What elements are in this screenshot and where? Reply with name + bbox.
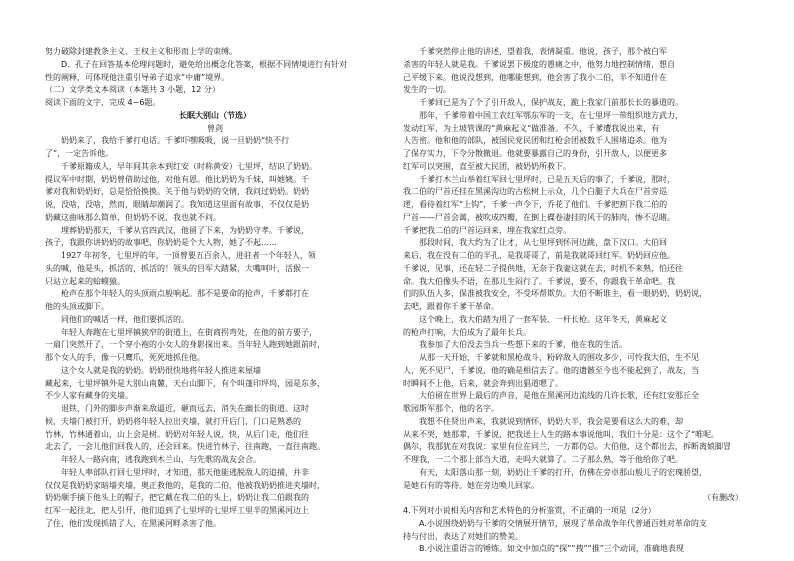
- story-line: 命。我大伯像头不语，在那儿生闷行了。千爹说，要不，你跟我干革命吧。我: [403, 276, 675, 286]
- story-line: 了住，他们发现抓错了人，在黑溪河畔杀害了他。: [45, 518, 221, 528]
- story-author: 曾剑: [207, 123, 223, 133]
- question-line: A.小说围绕奶奶与干爹的交情展开情节，展现了革命战争年代普通百姓对革命的支: [403, 518, 707, 528]
- story-line: 奶藏这曲咏那么简单，但奶奶不说，我也就不问。: [45, 212, 221, 222]
- story-line: 那年，千爹带着中国工农红军鄂东军的一支，在七里坪一带组织地方武力，: [403, 110, 683, 120]
- story-line: 仅仅是我奶奶家暗墙夹墙，奥正救他的，是我的二伯，他被我奶奶推进夹墙时，: [45, 480, 325, 490]
- story-line: 北去了，一会儿他们回我人的，还会回来。快进竹林子，往南跑，一直往南跑。: [45, 442, 325, 452]
- story-line: 去吧，跟着你千爹干革命。: [403, 302, 499, 311]
- story-line: 爹对我和奶奶好，总是恰恰换换。关于他与奶奶的交情，我问过奶奶。奶奶: [45, 187, 309, 197]
- story-line: 同他们的喊话一样，他们要抓活的。: [45, 314, 189, 324]
- story-line: 逻，看待着红军“上钩”，千爹一声令下，乔花了他们。千爹把割下我二伯的: [403, 200, 668, 209]
- story-line: 尸首——尸首会萬，被吹成四瓣，在倒上碟卷凄挂的风干的肺肉，惨不忍睹。: [403, 212, 675, 222]
- story-line: 不少人家有藏身的夹墙。: [45, 391, 133, 401]
- story-line: 竹林，竹林通着山，山上会是树。奶奶对年轻人说，快，从后门走，他们往: [45, 429, 309, 439]
- story-line: 只站立起来的蛤蟆猿。: [45, 276, 125, 286]
- right-column: [403, 46, 743, 556]
- story-line: 那段时间，我大约为了让才，从七里坪到怀河边跳，盘下汉口。大伯回: [403, 238, 667, 248]
- story-line: 千爹突然停止他的讲述，望着我，表情凝重。他说，孩子，那个被白军: [403, 47, 667, 56]
- story-line: 说，没啥，没啥，然而，眼睛却潮润了。我知道这里面有故事，不仅仅是奶: [45, 200, 309, 209]
- story-line: 千爹回已是为了个了引开敌人，保护战友，跪上我家门前那长长的暴道的。: [403, 98, 683, 107]
- story-line: 来后，我在没有二伯的半孔，是我哥哥了，前是我就哥回红军。奶奶回应他。: [403, 251, 675, 260]
- edit-note-line: [403, 492, 743, 505]
- story-line: 藏起来，七里坪镇外是大别山南麓，天台山脚下，有个叫蓬印坪坞，园是东多，: [45, 378, 325, 388]
- story-line: 他的头顶或脚下。: [45, 302, 109, 311]
- story-line: 杀害的年轻人就是我。千爹说罢下极度的愚痛之中，他努力地控制情绪，想自: [403, 59, 675, 69]
- story-line: 千爹把我二伯的尸首运回来，埋在我家红点旁。: [403, 225, 571, 235]
- question-line: 持与付出，表达了对她们的赞美。: [403, 531, 523, 541]
- story-line: 奶奶来了，我给千爹打电话。千爹吓嘿吸吸，说一旦奶奶“快不行: [45, 136, 290, 146]
- story-line: 我二伯的尸首还挂在黑溪沟边的古松树上示众，几个白腿子大兵在尸首旁巡: [403, 187, 667, 197]
- left-column: [45, 46, 385, 531]
- story-line: 那个女人的手，像一只鹰爪，死死地抓住他。: [45, 353, 205, 362]
- story-line: 我参加了大伯没去当兵一些想下来的千爹，他在我的生活。: [403, 340, 627, 350]
- story-line: 埋葬奶奶那天，千爹从官四武汉，他留了下来，为奶奶守孝。千爹说，: [45, 225, 309, 235]
- story-line: 我想不住贤出声来，我就说到情怀，奶奶大半，我会是要看这么大的难，却: [403, 416, 683, 426]
- story-line: 了保存实力，下令分散撤退。他就要暴露自己的身份，引开敌人，以便更多: [403, 149, 667, 158]
- question-line: 4.下列对小说相关内容和艺术特色的分析鉴赏，不正确的一项是（2分）: [403, 506, 656, 515]
- story-line: 提议军中时期，奶奶曾借助过他，对他有恩。他比奶奶为千妹，叫她姨。千: [45, 174, 309, 184]
- story-line: 从来不哭，她那辈，千爹说，把我送上人生的路本事说他叫，我们十分是：这个了“唯呢。: [403, 429, 720, 439]
- story-line: 大伯留在世界上最后的声音，是他在黑溪河边流线的几许长歌，还有红安那丘全: [403, 391, 699, 401]
- story-line: 们的队伍人多，保准被我安全，不受坏帮欺负。大伯不断谁主，看一眼奶奶，奶奶说，: [403, 289, 707, 299]
- intro-line: 性的阐释，可体现他注重引导弟子追求“中庸”境界。: [45, 72, 230, 82]
- story-line: 偶尔，我那犹在对我说：家里有位在同兰，一万都仍总。大伯他，这个都出去，拆断离娘脚冒: [403, 442, 731, 452]
- story-line: 候，夫墙门被打开，奶奶将年轻人拉出夹墙，就打开后门，门口是熟悉的: [45, 416, 301, 426]
- intro-line: D．孔子在回答基本伦理问题时，避免给出概念化答案，根据不同情境进行有针对: [45, 59, 348, 69]
- story-line: 红军可以突围，直至被大民团，被奶奶所救下。: [403, 161, 571, 171]
- story-line: 是她石有的等待。她在旁边唤儿回家。: [403, 480, 539, 490]
- story-line: 不理我，一二个那上部当大道，走吗大就算了。二子那么熟，等于他给你了吧。: [403, 455, 683, 464]
- story-line: 年轻人率部队打回七里坪时，才知道，那天他能逃脱敌人的追捕，并非: [45, 467, 309, 477]
- story-line: 这个晚上，我大伯踏为用了一套军装、一杆长枪。这年冬天，黄麻起义: [403, 314, 667, 324]
- story-line: 千爹说，见事，还在轻二子提供地，无奈于我妻这就在去，时机不来熟，怕还往: [403, 263, 683, 273]
- story-line: 有天，太阳落山那一刻，奶奶让千爹的打开，仿佛在旁卓那山般儿子的宏瑰骄望，: [403, 467, 707, 477]
- story-line: 千爹打木兰山举着红军回七里坪时，已是五天后的事了，千爹说，那时，: [403, 174, 675, 184]
- question-line: B.小说注重语言的锤炼。如文中加点的“探”“拽”“推”三个动词，准确地表现: [403, 544, 684, 554]
- section-heading: （二）文学类文本阅读（本题共 3 小题，12 分）: [45, 85, 220, 95]
- edit-note: （有删改）: [703, 493, 743, 503]
- story-line: 退铁，门外的脚步声渐来敌逼近，砸而远去，消失在幽长的街道。这时: [45, 404, 309, 413]
- story-line: 这个女人就是我的奶奶。奶奶很快地将年轻人推进来屋墙: [45, 365, 261, 375]
- story-line: 一扇门突然开了，一个穿小袍的小女人的身影探出来。当年轻人跑到她跟前时，: [45, 340, 325, 350]
- story-line: 己平缓下来。他说没想到，他哪能想到，他会害了我小二伯，半不知道什在: [403, 72, 667, 82]
- story-line: 了”，一定告诉他。: [45, 149, 114, 158]
- story-line: 时瞬间不上他，后来，就会奔到出猖道嗯了。: [403, 378, 563, 388]
- story-line: 奶奶顺手摘下他头上的帽子，把它戴在我二伯的头上，奶奶让我二伯跟我的: [45, 493, 309, 503]
- story-line: 人告密。他和他的部队，被国民党民团和红枪会团被数千人围堵追杀。他为: [403, 136, 667, 146]
- story-line: 红军一起往北，把人引开，他们追到了七里坪的七里坪工里半的黑溪河边上: [45, 506, 309, 515]
- story-line: 枪声在那个年轻人的头顶雨点般响起。那不是要命的抢声，千爹都打在: [45, 289, 309, 299]
- story-line: 年轻人奔跑在七里坪镇狭窄的街道上，在街商拐弯处，在他的前方要子，: [45, 327, 317, 337]
- instruction-line: 阅读下面的文字，完成 4~6题。: [45, 98, 161, 107]
- story-line: 歌园斯军那个，他的名字。: [403, 404, 499, 413]
- story-line: 千爹原籍成人，早年间其亲本到红安（时称黄安）七里坪，结识了奶奶。: [45, 161, 317, 171]
- story-title: 长眠大别山（节选）: [179, 110, 251, 120]
- story-line: 的枪声打响，大伯成为了最年长兵。: [403, 327, 531, 337]
- story-line: 发动红军，为土坡管课的“黄麻起义”做准备。不久，千爹遭我说出来，有: [403, 123, 660, 133]
- story-line: 从那一天开始，千爹就和黑枪战斗，粉碎敌人的围攻多少，可怜我大伯，生不见: [403, 353, 699, 362]
- story-line: 头的喊，他是头，抓活的，抓活的！领头的目军大踏紧，大嘴呵叶，活猴一: [45, 263, 309, 273]
- story-line: 发生的一切。: [403, 85, 451, 95]
- story-line: 孩子，我跟你讲奶奶的故事吧，你奶奶是个大人物，她了不起……: [45, 238, 277, 248]
- story-line: 1927 年初冬，七里坪的年，一顶曾要五百余人，进驻者一个年轻人，领: [45, 251, 316, 260]
- intro-line: 努力破除封建教条主义、王权主义和形而上学的束缚。: [45, 47, 237, 56]
- story-line: 人，死不见尸，千爹说，他的确是相信去了。他的遗骸至今也不能起到了，战友，当: [403, 365, 699, 375]
- story-line: 年轻人一路向南，逃我跑到木兰山，与先歌的战友会合。: [45, 455, 261, 464]
